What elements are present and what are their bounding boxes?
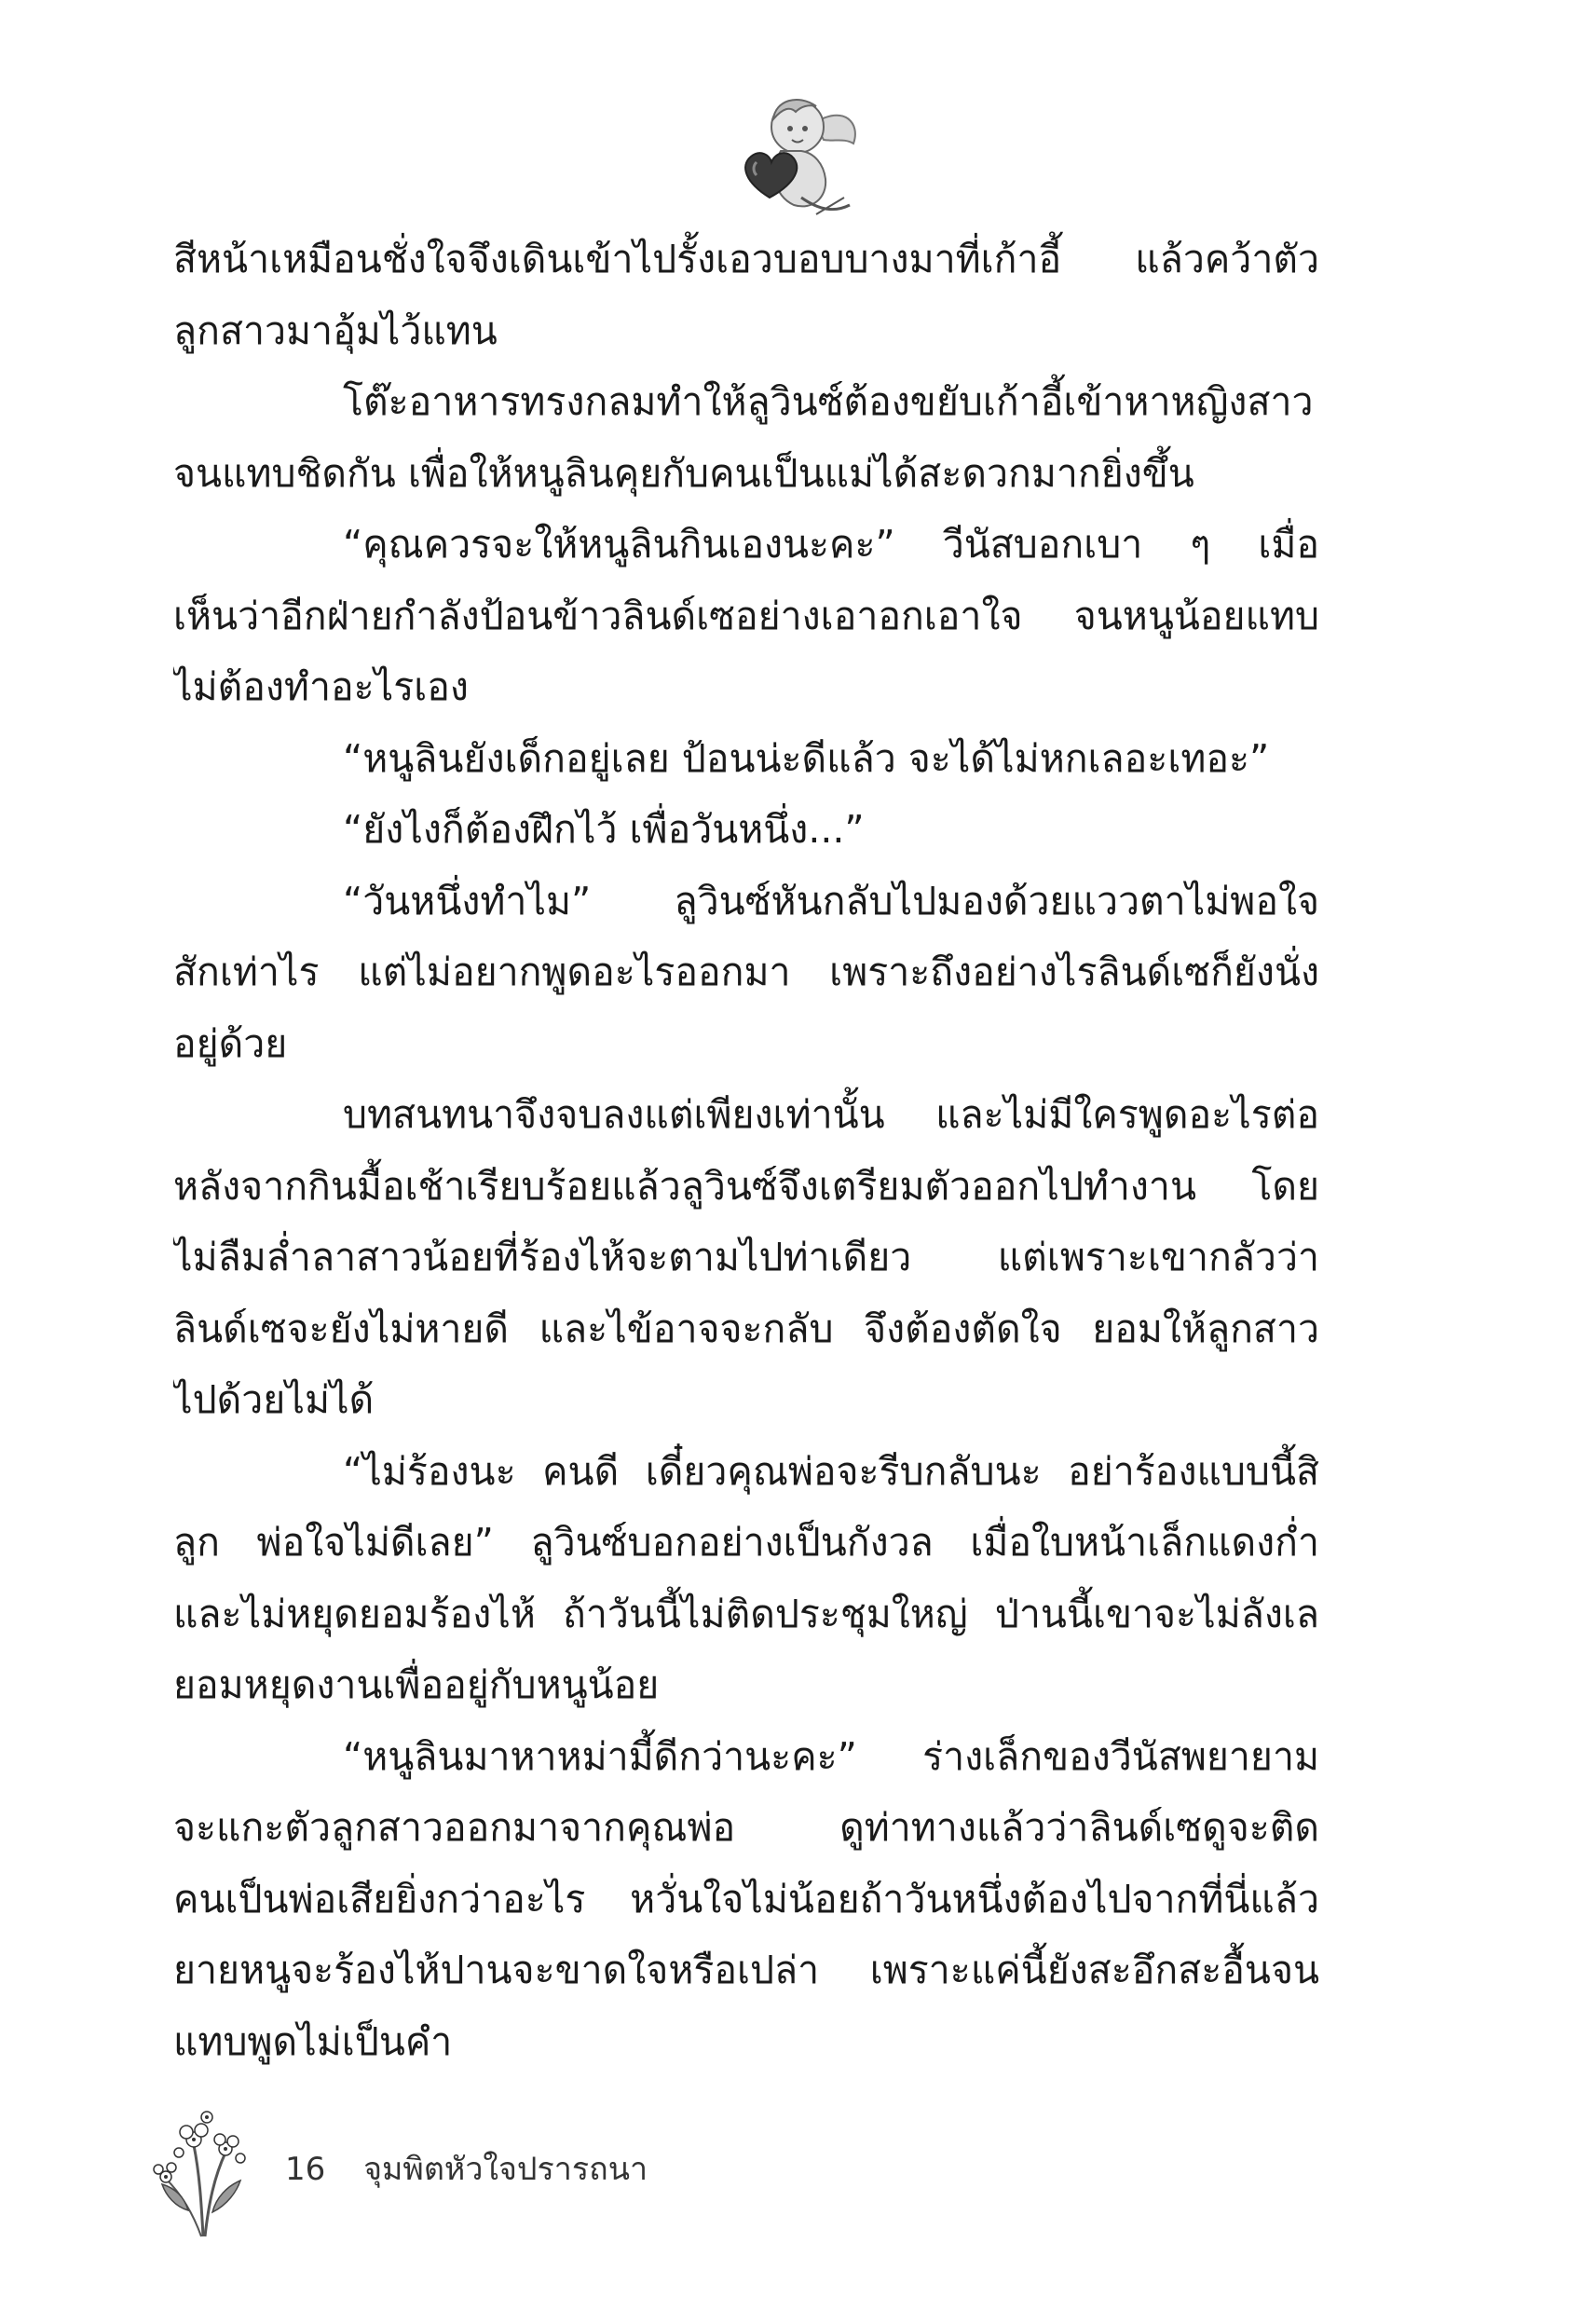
book-title: จุมพิตหัวใจปรารถนา (363, 2151, 648, 2188)
text-line: ลินด์เซจะยังไม่หายดี และไข้อาจจะกลับ จึงต้องตัดใจ ยอมให้ลูกสาว (173, 1306, 1319, 1351)
text-line: เห็นว่าอีกฝ่ายกำลังป้อนข้าวลินด์เซอย่างเอาอกเอาใจ จนหนูน้อยแทบ (173, 593, 1319, 638)
text-line: โต๊ะอาหารทรงกลมทำให้ลูวินซ์ต้องขยับเก้าอี้เข้าหาหญิงสาว (343, 379, 1314, 424)
body-text (173, 224, 1319, 2077)
text-line: ลูก พ่อใจไม่ดีเลย” ลูวินซ์บอกอย่างเป็นกังวล เมื่อใบหน้าเล็กแดงก่ำ (173, 1520, 1319, 1565)
text-line: ไปด้วยไม่ได้ (173, 1377, 375, 1422)
text-line: และไม่หยุดยอมร้องไห้ ถ้าวันนี้ไม่ติดประชุมใหญ่ ป่านนี้เขาจะไม่ลังเล (173, 1591, 1319, 1636)
text-line: ไม่ลืมล่ำลาสาวน้อยที่ร้องไห้จะตามไปท่าเดียว แต่เพราะเขากลัวว่า (173, 1235, 1319, 1279)
text-line: ลูกสาวมาอุ้มไว้แทน (173, 308, 498, 353)
text-line: “หนูลินยังเด็กอยู่เลย ป้อนน่ะดีแล้ว จะได้ไม่หกเลอะเทอะ” (343, 735, 1270, 781)
text-line: “ไม่ร้องนะ คนดี เดี๋ยวคุณพ่อจะรีบกลับนะ อย่าร้องแบบนี้สิ (343, 1448, 1319, 1494)
text-line: สีหน้าเหมือนชั่งใจจึงเดินเข้าไปรั้งเอวบอบบางมาที่เก้าอี้ แล้วคว้าตัว (173, 237, 1319, 281)
flower-bouquet-illustration (147, 2099, 259, 2238)
text-line: อยู่ด้วย (173, 1020, 288, 1066)
text-line: แทบพูดไม่เป็นคำ (173, 2018, 453, 2064)
text-line: จะแกะตัวลูกสาวออกมาจากคุณพ่อ ดูท่าทางแล้วว่าลินด์เซดูจะติด (173, 1805, 1319, 1850)
text-line: “คุณควรจะให้หนูลินกินเองนะคะ” วีนัสบอกเบา ๆ เมื่อ (343, 522, 1319, 567)
text-line: “วันหนึ่งทำไม” ลูวินซ์หันกลับไปมองด้วยแววตาไม่พอใจ (343, 878, 1319, 923)
text-line: “หนูลินมาหาหม่ามี้ดีกว่านะคะ” ร่างเล็กของวีนัสพยายาม (343, 1733, 1319, 1779)
text-line: ยอมหยุดงานเพื่ออยู่กับหนูน้อย (173, 1662, 660, 1707)
text-line: บทสนทนาจึงจบลงแต่เพียงเท่านั้น และไม่มีใครพูดอะไรต่อ (343, 1092, 1319, 1137)
text-line: ยายหนูจะร้องไห้ปานจะขาดใจหรือเปล่า เพราะแค่นี้ยังสะอึกสะอื้นจน (173, 1948, 1319, 1992)
text-line: “ยังไงก็ต้องฝึกไว้ เพื่อวันหนึ่ง...” (343, 807, 865, 852)
page-footer (285, 2143, 648, 2194)
text-line: จนแทบชิดกัน เพื่อให้หนูลินคุยกับคนเป็นแม่ได้สะดวกมากยิ่งขึ้น (173, 450, 1194, 496)
text-line: สักเท่าไร แต่ไม่อยากพูดอะไรออกมา เพราะถึงอย่างไรลินด์เซก็ยังนั่ง (173, 950, 1319, 994)
cupid-heart-illustration (704, 86, 863, 226)
page-number: 16 (285, 2151, 326, 2188)
text-line: คนเป็นพ่อเสียยิ่งกว่าอะไร หวั่นใจไม่น้อยถ้าวันหนึ่งต้องไปจากที่นี่แล้ว (173, 1876, 1319, 1921)
text-line: หลังจากกินมื้อเช้าเรียบร้อยแล้วลูวินซ์จึงเตรียมตัวออกไปทำงาน โดย (173, 1163, 1319, 1209)
text-line: ไม่ต้องทำอะไรเอง (173, 664, 469, 709)
